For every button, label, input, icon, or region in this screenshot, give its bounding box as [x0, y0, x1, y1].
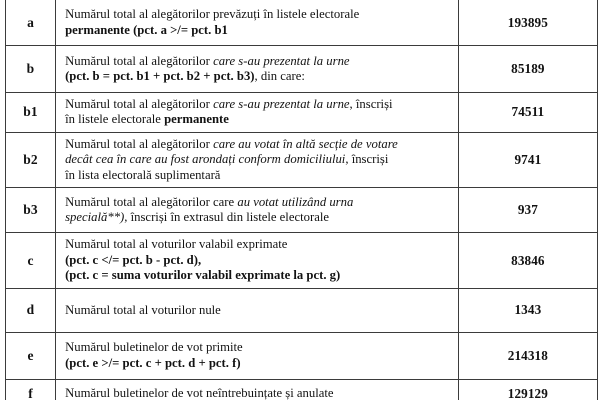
text-segment: în listele electorale	[65, 112, 165, 127]
row-value: 74511	[458, 93, 597, 133]
row-description	[56, 93, 459, 133]
text-segment: Numărul buletinelor de vot primite	[65, 340, 243, 355]
text-segment: , înscriși în extrasul din listele electorale	[124, 210, 329, 225]
text-segment: decât cea în care au fost arondați conform domiciliului	[65, 152, 346, 167]
row-value: 937	[458, 188, 597, 233]
row-label-d: d	[6, 288, 56, 332]
election-results-table	[5, 0, 598, 400]
table-body	[6, 0, 598, 400]
row-description	[56, 233, 459, 288]
text-segment: permanente	[164, 112, 229, 127]
table-row	[6, 332, 598, 379]
description-line	[65, 253, 452, 268]
text-segment: (pct. c = suma voturilor valabil exprimate la pct. g)	[65, 268, 341, 283]
row-description	[56, 188, 459, 233]
table-row	[6, 0, 598, 46]
row-value: 85189	[458, 46, 597, 93]
table-row	[6, 188, 598, 233]
text-segment: care s-au prezentat la urne	[213, 97, 350, 111]
table-row	[6, 132, 598, 187]
text-segment: Numărul total al alegătorilor	[65, 136, 214, 151]
text-segment: , din care:	[254, 69, 305, 83]
row-label-b2: b2	[6, 132, 56, 187]
text-segment: Numărul total al voturilor valabil exprimate	[65, 237, 288, 252]
table-row	[6, 288, 598, 332]
text-segment: Numărul total al alegătorilor care	[65, 194, 238, 209]
row-label-b1: b1	[6, 93, 56, 133]
row-label-a: a	[6, 0, 56, 46]
row-label-f: f	[6, 379, 56, 400]
description-line	[65, 168, 452, 183]
description-line	[65, 23, 452, 38]
description-line	[65, 340, 452, 355]
description-line	[65, 356, 452, 371]
table-row	[6, 233, 598, 288]
row-label-c: c	[6, 233, 56, 288]
description-line	[65, 7, 452, 22]
row-value: 1343	[458, 288, 597, 332]
text-segment: în lista electorală suplimentară	[65, 167, 221, 182]
text-segment: (pct. e >/= pct. c + pct. d + pct. f)	[65, 355, 241, 370]
row-label-e: e	[6, 332, 56, 379]
text-segment: specială**)	[65, 210, 125, 225]
description-line	[65, 303, 452, 318]
text-segment: (pct. c </= pct. b - pct. d),	[65, 252, 202, 267]
description-line	[65, 268, 452, 283]
row-description	[56, 332, 459, 379]
text-segment: Numărul total al alegătorilor	[65, 53, 214, 68]
description-line	[65, 152, 452, 167]
text-segment: au votat utilizând urna	[237, 194, 354, 209]
row-description	[56, 46, 459, 93]
text-segment: care au votat în altă secție de votare	[213, 136, 398, 151]
text-segment: Numărul buletinelor de vot neîntrebuințate și anulate	[65, 386, 334, 400]
row-description	[56, 132, 459, 187]
text-segment: , înscriși	[345, 152, 389, 167]
row-description	[56, 288, 459, 332]
row-value: 129129	[458, 379, 597, 400]
row-value: 193895	[458, 0, 597, 46]
text-segment: Numărul total al voturilor nule	[65, 302, 221, 317]
table-row	[6, 93, 598, 133]
text-segment: Numărul total al alegătorilor	[65, 97, 214, 111]
description-line	[65, 54, 452, 69]
row-value: 9741	[458, 132, 597, 187]
row-value: 214318	[458, 332, 597, 379]
description-line	[65, 97, 452, 112]
text-segment: permanente (pct. a >/= pct. b1	[65, 22, 228, 37]
table-row	[6, 379, 598, 400]
description-line	[65, 195, 452, 210]
description-line	[65, 237, 452, 252]
text-segment: Numărul total al alegătorilor prevăzuți în listele electorale	[65, 7, 360, 22]
description-line	[65, 210, 452, 225]
row-label-b: b	[6, 46, 56, 93]
text-segment: , înscriși	[349, 97, 393, 111]
description-line	[65, 69, 452, 84]
description-line	[65, 137, 452, 152]
row-value: 83846	[458, 233, 597, 288]
table-row	[6, 46, 598, 93]
description-line	[65, 386, 452, 400]
text-segment: care s-au prezentat la urne	[213, 53, 350, 68]
row-label-b3: b3	[6, 188, 56, 233]
row-description	[56, 379, 459, 400]
row-description	[56, 0, 459, 46]
description-line	[65, 112, 452, 127]
text-segment: (pct. b = pct. b1 + pct. b2 + pct. b3)	[65, 69, 255, 83]
